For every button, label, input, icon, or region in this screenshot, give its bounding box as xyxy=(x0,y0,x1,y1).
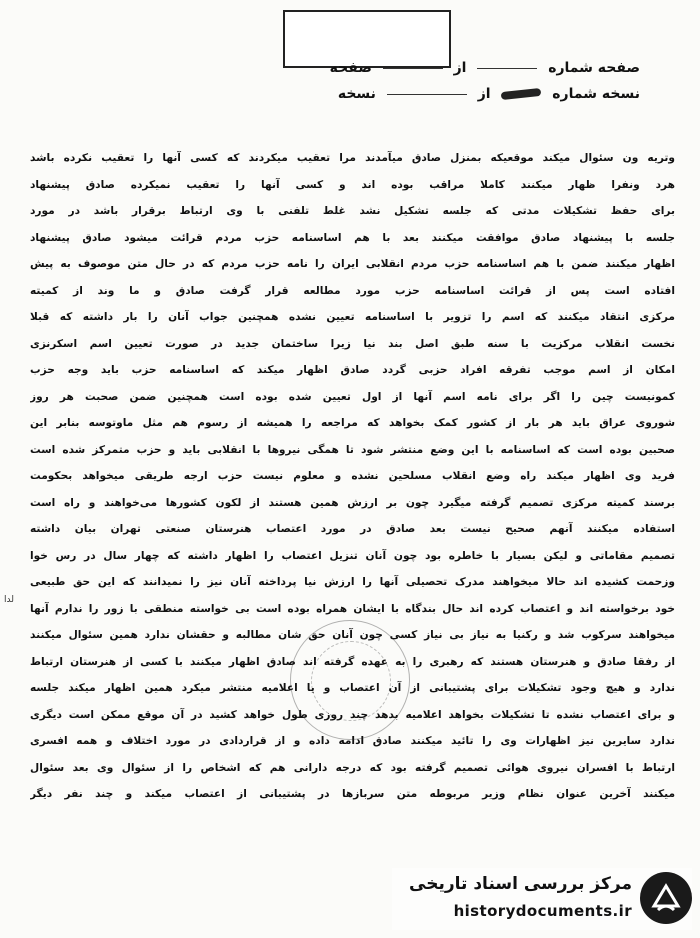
body-line: و برای اعتصاب نشده تا تشکیلات بخواهد اعلامیه بدهد چند روزی طول خواهد کشید در آن موقع ممکن است دیگری xyxy=(30,708,675,721)
body-line: خود برخواسته اند و اعتصاب کرده اند حال بندگاه با ایشان همراه بوده است بی خواسته منطقی با زور را ندارم آنها xyxy=(30,602,675,615)
body-line: میکنند آخرین عنوان نظام وزیر مربوطه متن سربازها در پشتیبانی از اعتصاب میکند و چند نفر دیگر xyxy=(30,788,675,800)
archive-name: مرکز بررسی اسناد تاریخی xyxy=(409,874,632,894)
archive-url: historydocuments.ir xyxy=(453,902,632,920)
body-line: امکان از اسم موجب تفرقه افراد حزبی گردد صادق اظهار میکند که اساسنامه حزب باید وجه حزب xyxy=(30,364,675,376)
body-line: اظهار میکنند ضمن با هم اساسنامه حزب مردم انقلابی ایران را نامه حزب مردم که در حال متن موصوف به پیش xyxy=(30,258,675,270)
margin-note: لدا xyxy=(4,595,14,605)
page-number-blank xyxy=(477,68,537,69)
body-line: ندارد و هیچ وجود تشکیلات برای پشتیبانی از آن اعتصاب و یا اعلامیه منتشر میکرد همین اظهار میکند جلسه xyxy=(30,682,675,694)
page-total-blank xyxy=(383,68,443,69)
body-line: صحبین بوده است که اساسنامه با این وضع منتشر شود تا همگی نیروها با انقلابی باید و حزب متمرکز شده است xyxy=(30,443,675,456)
document-body xyxy=(30,145,675,808)
body-line: از رفقا صادق و هنرستان هستند که رهبری را به عهده گرفته اند صادق اظهار میکنند با کسی از هنرستان ارتباط xyxy=(30,655,675,668)
copy-number-label: نسخه شماره xyxy=(552,86,640,102)
body-line: استفاده میکنند آنهم صحیح نیست بعد صادق در مورد اعتصاب هنرستان صنعتی تهران بیان داشته xyxy=(30,523,675,535)
body-line: نخست انقلاب مرکزیت با سنه طبق اصل بند نیا زیرا ساختمان جدید در صورت تعیین اسم اسکرنزی xyxy=(30,337,675,350)
copy-number-scribble xyxy=(501,88,542,100)
body-line: افتاده است پس از قرائت اساسنامه حزب مورد مطالعه قرار گرفت صادق و ما وند از کمیته xyxy=(30,284,675,297)
body-line: میخواهند سرکوب شد و رکنیا به نیاز بی نیاز کسی چون آنان حق شان مطالبه و حقشان ندارد همین سئوال میکنند xyxy=(30,629,675,641)
body-line: برای حفظ تشکیلات مدتی که جلسه تشکیل نشد غلط تلفنی با وی ارتباط برقرار باشد در مورد xyxy=(30,205,675,217)
archive-logo-icon xyxy=(640,872,692,924)
body-line: ارتباط با افسران نیروی هوائی تصمیم گرفته بود که درجه دارانی هم که اشخاص را از سئوال وی بعد سئوال xyxy=(30,761,675,774)
archive-watermark xyxy=(392,868,692,930)
copy-unit-label: نسخه xyxy=(337,86,376,102)
page-number-line xyxy=(320,60,640,76)
document-header xyxy=(320,60,640,112)
copy-total-blank xyxy=(387,94,467,95)
body-line: تصمیم مقاماتی و لیکن بسیار با خاطره بود چون آنان تنزیل اعتصاب را اظهار داشته که چهار سال در رس خوا xyxy=(30,549,675,562)
body-line: کمونیست چین را اگر برای نامه اسم آنها از اول تعیین شده بوده است همچنین ضمن صحبت هر روز xyxy=(30,390,675,403)
copy-number-line xyxy=(320,86,640,102)
copy-of-label: از xyxy=(477,86,491,102)
body-line: هرد ونفرا ظهار میکنند کاملا مراقب بوده اند و کسی آنها را تعقیب نمیکرده صادق پیشنهاد xyxy=(30,178,675,191)
page-unit-label: صفحه xyxy=(329,60,372,76)
body-line: برسند کمیته مرکزی تصمیم گرفته میگیرد چون بر ارزش همین هستند از لکون کشورها می‌خواهند و راه است xyxy=(30,496,675,509)
page-of-label: از xyxy=(453,60,467,76)
page-number-label: صفحه شماره xyxy=(548,60,640,76)
body-line: شوروی عراق باید هر بار از کشور کمک بخواهد که مراجعه را همیشه از رسوم هم مثل ماوتوسه بنابر این xyxy=(30,417,675,429)
body-line: فرید وی اظهار میکند راه وضع انقلاب مسلحین نشده و معلوم نیست حزب ارجه طریقی میخواهد بحکومت xyxy=(30,470,675,482)
body-line: وتریه ون سئوال میکند موقعیکه بمنزل صادق میآمدند مرا تعقیب میکردند که کسی آنها را تعقیب نکرده باشد xyxy=(30,152,675,164)
body-line: مرکزی انتقاد میکنند که اسم را تزویر با اساسنامه تعیین نشده همچنین جواب آنان را بار داشته که قبلا xyxy=(30,311,675,323)
body-line: ندارد سایرین نیز اظهارات وی را تائید میکنند صادق ادامه داده و از قراردادی در مورد اختلاف و همه افسری xyxy=(30,735,675,747)
body-line: جلسه با پیشنهاد صادق موافقت میکنند بعد با هم اساسنامه حزب مردم قرائت میشود صادق پیشنهاد xyxy=(30,231,675,244)
body-line: وزحمت کشیده اند حالا میخواهند مدرک تحصیلی آنها را ارزش نیا پرداخته آنان نیز را نمیدانند که این حق طبیعی xyxy=(30,576,675,588)
